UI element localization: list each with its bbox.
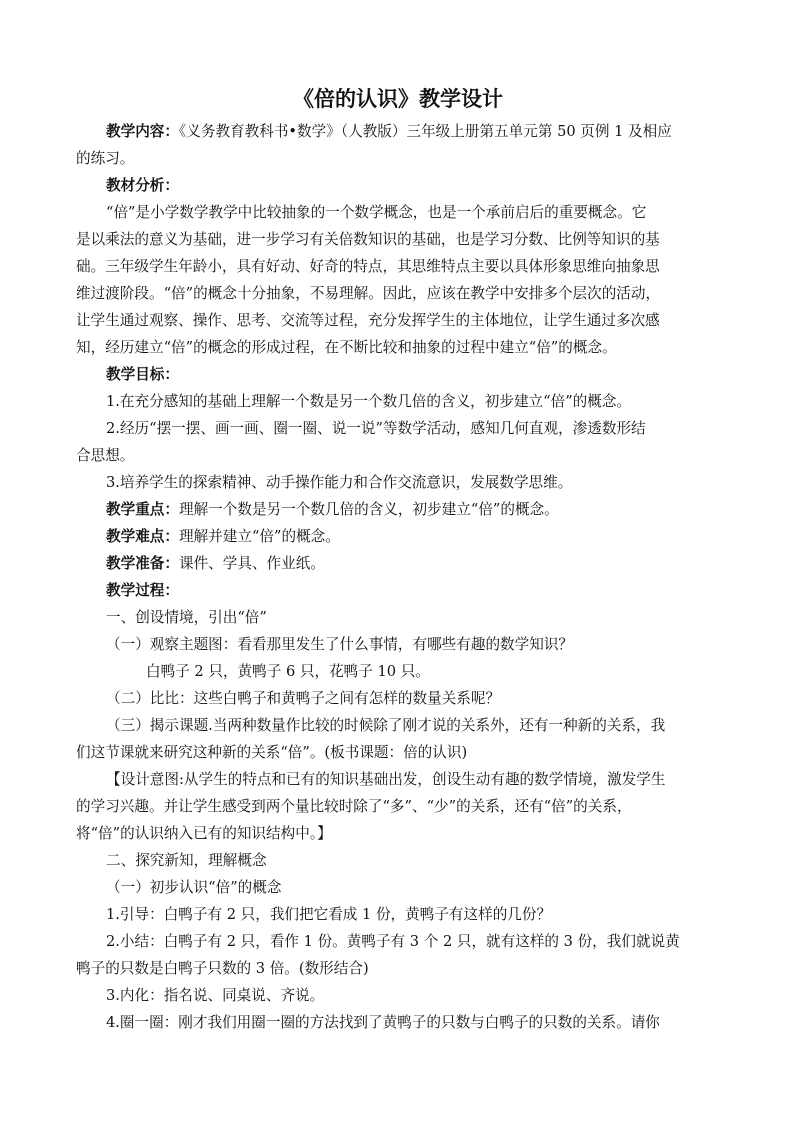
- difficulty-text: 理解并建立“倍”的概念。: [178, 528, 340, 545]
- design-intent-cont: 将“倍”的认识纳入已有的知识结构中。】: [76, 825, 332, 842]
- analysis-line: 础。三年级学生年龄小，具有好动、好奇的特点，其思维特点主要以具体形象思维向抽象思: [76, 258, 660, 275]
- goal-1: 1.在充分感知的基础上理解一个数是另一个数几倍的含义，初步建立“倍”的概念。: [106, 393, 632, 410]
- section-2-title: 二、探究新知，理解概念: [106, 852, 267, 869]
- content-label: 教学内容：: [106, 123, 179, 140]
- design-intent-cont: 的学习兴趣。并让学生感受到两个量比较时除了“多”、“少”的关系，还有“倍”的关系，: [76, 798, 632, 815]
- goal-3: 3.培养学生的探索精神、动手操作能力和合作交流意识，发展数学思维。: [106, 474, 573, 491]
- difficulty-label: 教学难点：: [106, 528, 179, 545]
- analysis-line: 让学生通过观察、操作、思考、交流等过程，充分发挥学生的主体地位，让学生通过多次感: [76, 312, 660, 329]
- analysis-heading: 教材分析：: [106, 177, 179, 194]
- section-2-step-4: 4.圈一圈：刚才我们用圈一圈的方法找到了黄鸭子的只数与白鸭子的只数的关系。请你: [106, 1014, 660, 1031]
- design-intent: 【设计意图:从学生的特点和已有的知识基础出发，创设生动有趣的数学情境，激发学生: [106, 771, 666, 788]
- goal-2: 2.经历“摆一摆、画一画、圈一圈、说一说”等数学活动，感知几何直观，渗透数形结: [106, 420, 646, 437]
- key-point-label: 教学重点：: [106, 501, 179, 518]
- goals-heading: 教学目标：: [106, 366, 179, 383]
- section-1-item-1-detail: 白鸭子 2 只，黄鸭子 6 只，花鸭子 10 只。: [146, 663, 430, 680]
- key-point-line: [76, 496, 720, 523]
- analysis-line: 知，经历建立“倍”的概念的形成过程，在不断比较和抽象的过程中建立“倍”的概念。: [76, 339, 617, 356]
- document-page: [76, 84, 720, 1036]
- section-1-item-3: （三）揭示课题.当两种数量作比较的时候除了刚才说的关系外，还有一种新的关系，我: [106, 717, 666, 734]
- section-1-item-1: （一）观察主题图：看看那里发生了什么事情，有哪些有趣的数学知识？: [106, 636, 574, 653]
- section-2-step-2-cont: 鸭子的只数是白鸭子只数的 3 倍。(数形结合): [76, 960, 369, 977]
- document-title: 《倍的认识》教学设计: [293, 86, 503, 111]
- analysis-line: 是以乘法的意义为基础，进一步学习有关倍数知识的基础，也是学习分数、比例等知识的基: [76, 231, 660, 248]
- preparation-label: 教学准备：: [106, 555, 179, 572]
- section-1-item-3-cont: 们这节课就来研究这种新的关系“倍”。(板书课题：倍的认识): [76, 744, 468, 761]
- content-line-2: 的练习。: [76, 150, 135, 167]
- process-heading: 教学过程：: [106, 582, 179, 599]
- preparation-text: 课件、学具、作业纸。: [178, 555, 325, 572]
- content-text: 《义务教育教科书•数学》（人教版）三年级上册第五单元第 50 页例 1 及相应: [178, 123, 672, 140]
- section-2-step-3: 3.内化：指名说、同桌说、齐说。: [106, 987, 325, 1004]
- section-2-step-1: 1.引导：白鸭子有 2 只，我们把它看成 1 份，黄鸭子有这样的几份？: [106, 906, 552, 923]
- section-1-item-2: （二）比比：这些白鸭子和黄鸭子之间有怎样的数量关系呢？: [106, 690, 501, 707]
- key-point-text: 理解一个数是另一个数几倍的含义，初步建立“倍”的概念。: [178, 501, 559, 518]
- analysis-line: “倍”是小学数学教学中比较抽象的一个数学概念，也是一个承前启后的重要概念。它: [106, 204, 647, 221]
- goal-2-cont: 合思想。: [76, 447, 135, 464]
- preparation-line: [76, 550, 720, 577]
- section-2-step-2: 2.小结：白鸭子有 2 只，看作 1 份。黄鸭子有 3 个 2 只，就有这样的 3 份，我们就说黄: [106, 933, 680, 950]
- section-1-title: 一、创设情境，引出“倍”: [106, 609, 267, 626]
- section-2-sub-1: （一）初步认识“倍”的概念: [106, 879, 282, 896]
- analysis-line: 维过渡阶段。“倍”的概念十分抽象，不易理解。因此，应该在教学中安排多个层次的活动，: [76, 285, 661, 302]
- content-line: [76, 118, 720, 145]
- difficulty-line: [76, 523, 720, 550]
